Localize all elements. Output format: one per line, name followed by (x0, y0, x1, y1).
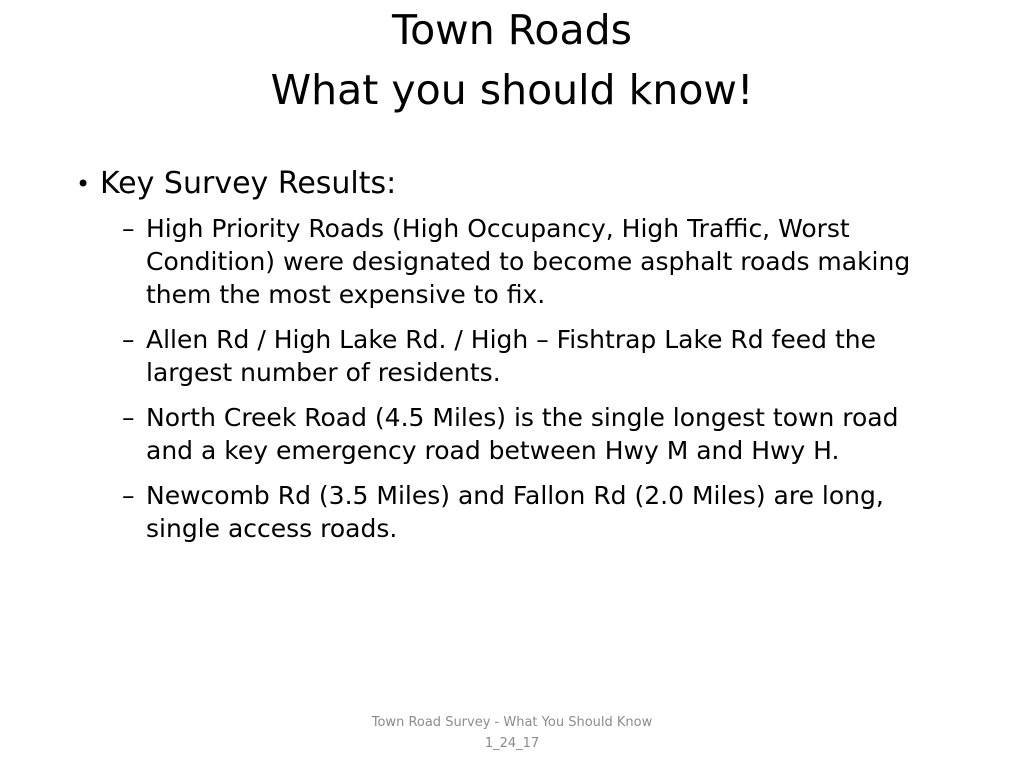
sub-bullet-north-creek-road (76, 401, 946, 467)
bullet-key-survey-results (76, 162, 976, 206)
sub-bullet-marker: – (122, 481, 135, 510)
footer-line-1: Town Road Survey - What You Should Know (371, 715, 653, 730)
sub-bullet-marker: – (122, 214, 135, 243)
sub-bullet-text: North Creek Road (4.5 Miles) is the single longest town road and a key emergency road between Hwy M and Hwy H. (146, 403, 899, 465)
sub-bullet-text: Allen Rd / High Lake Rd. / High – Fishtrap Lake Rd feed the largest number of residents. (146, 325, 876, 387)
sub-bullet-marker: – (122, 325, 135, 354)
sub-bullet-text: High Priority Roads (High Occupancy, High Traffic, Worst Condition) were designated to become asphalt roads making them the most expensive to fix. (146, 214, 911, 309)
slide-body (76, 162, 976, 557)
bullet-text: Key Survey Results: (100, 166, 397, 201)
sub-bullet-marker: – (122, 403, 135, 432)
bullet-marker: • (76, 170, 91, 198)
sub-bullet-list (76, 212, 976, 545)
sub-bullet-newcomb-fallon (76, 479, 946, 545)
sub-bullet-allen-rd (76, 323, 946, 389)
slide-footer (312, 712, 712, 754)
title-line-2: What you should know! (270, 66, 754, 114)
footer-line-2: 1_24_17 (484, 736, 540, 751)
sub-bullet-text: Newcomb Rd (3.5 Miles) and Fallon Rd (2.0 Miles) are long, single access roads. (146, 481, 884, 543)
slide-title (60, 0, 964, 120)
sub-bullet-high-priority-roads (76, 212, 946, 311)
title-line-1: Town Roads (392, 6, 632, 54)
